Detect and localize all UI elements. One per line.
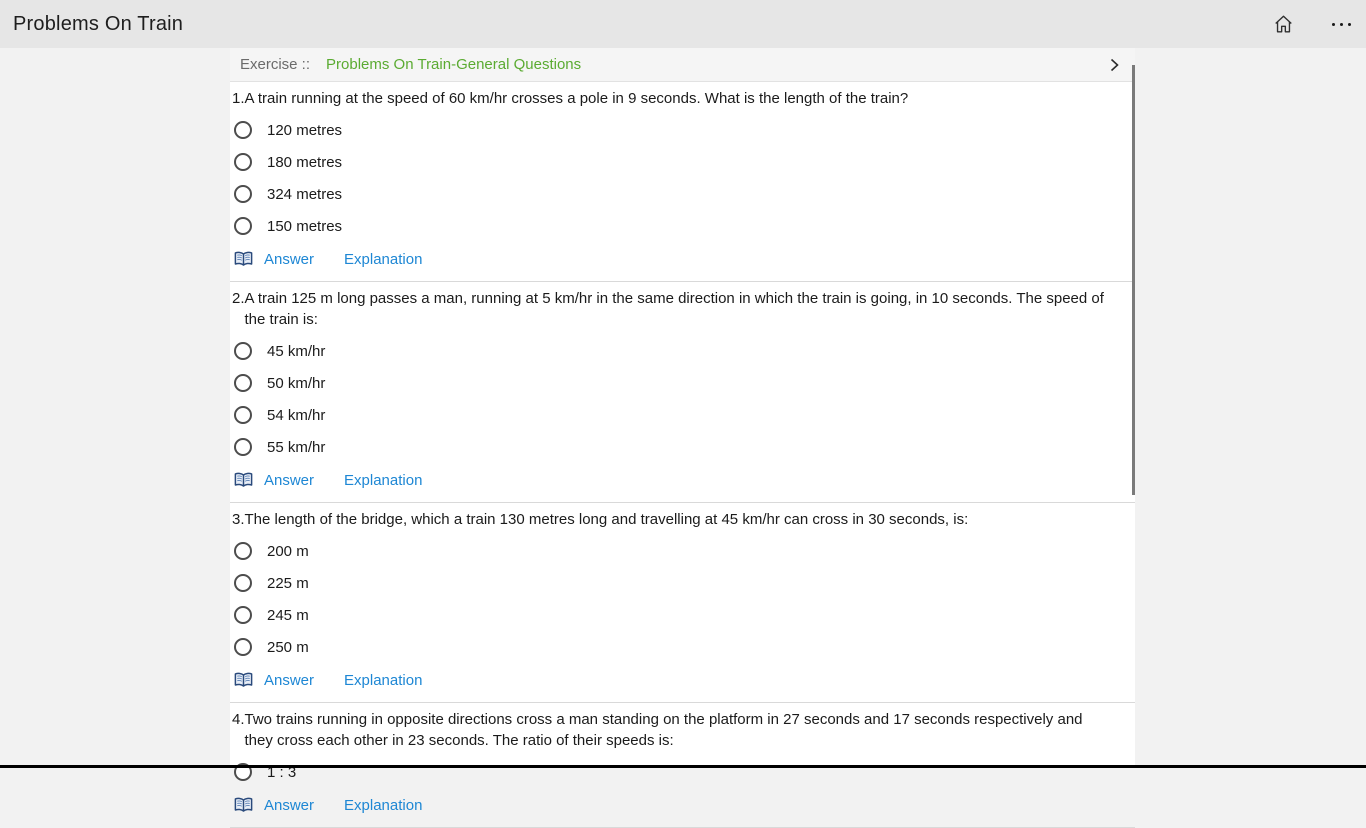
option-row[interactable] [230, 114, 1135, 146]
radio-button[interactable] [234, 342, 252, 360]
question-divider [230, 502, 1135, 503]
explanation-link[interactable]: Explanation [344, 672, 422, 689]
option-row[interactable] [230, 178, 1135, 210]
question-text: The length of the bridge, which a train 130 metres long and travelling at 45 km/hr can cross in 30 seconds, is: [245, 509, 1105, 530]
question-text: Two trains running in opposite directions cross a man standing on the platform in 27 seconds and 17 seconds respectively and they cross each other in 23 seconds. The ratio of their speeds is: [245, 709, 1105, 751]
option-label: 1 : 3 [267, 764, 296, 781]
question-text: A train running at the speed of 60 km/hr crosses a pole in 9 seconds. What is the length of the train? [245, 88, 1105, 109]
option-row[interactable] [230, 567, 1135, 599]
option-row[interactable] [230, 399, 1135, 431]
question-list [230, 82, 1135, 828]
option-row[interactable] [230, 431, 1135, 463]
option-row[interactable] [230, 599, 1135, 631]
question-statement [232, 709, 1135, 751]
option-row[interactable] [230, 367, 1135, 399]
radio-button[interactable] [234, 438, 252, 456]
more-icon [1332, 23, 1351, 26]
more-button[interactable] [1317, 0, 1365, 48]
option-label: 225 m [267, 575, 309, 592]
vertical-scrollbar[interactable] [1132, 65, 1135, 495]
radio-button[interactable] [234, 542, 252, 560]
open-book-icon [234, 797, 253, 813]
option-row[interactable] [230, 756, 1135, 788]
open-book-icon [234, 251, 253, 267]
option-group [230, 535, 1135, 663]
option-label: 54 km/hr [267, 407, 325, 424]
radio-button[interactable] [234, 217, 252, 235]
exercise-label: Exercise :: [240, 56, 310, 73]
option-label: 200 m [267, 543, 309, 560]
option-label: 50 km/hr [267, 375, 325, 392]
option-label: 45 km/hr [267, 343, 325, 360]
question-statement [232, 88, 1135, 109]
question-statement [232, 509, 1135, 530]
option-row[interactable] [230, 210, 1135, 242]
question-block [230, 509, 1135, 703]
option-label: 324 metres [267, 186, 342, 203]
option-label: 150 metres [267, 218, 342, 235]
question-divider [230, 281, 1135, 282]
exercise-header [230, 48, 1135, 82]
radio-button[interactable] [234, 121, 252, 139]
question-text: A train 125 m long passes a man, running at 5 km/hr in the same direction in which the train is going, in 10 seconds. The speed of the train is: [245, 288, 1105, 330]
explanation-link[interactable]: Explanation [344, 251, 422, 268]
radio-button[interactable] [234, 606, 252, 624]
exercise-title-link[interactable]: Problems On Train-General Questions [326, 56, 581, 73]
chevron-right-icon[interactable] [1107, 57, 1121, 73]
radio-button[interactable] [234, 185, 252, 203]
app-title: Problems On Train [13, 13, 183, 36]
answer-row [230, 667, 1135, 693]
radio-button[interactable] [234, 574, 252, 592]
option-row[interactable] [230, 535, 1135, 567]
titlebar-actions [1259, 0, 1365, 48]
question-statement [232, 288, 1135, 330]
explanation-link[interactable]: Explanation [344, 472, 422, 489]
answer-row [230, 792, 1135, 818]
option-row[interactable] [230, 146, 1135, 178]
question-divider [230, 702, 1135, 703]
option-label: 55 km/hr [267, 439, 325, 456]
option-group [230, 114, 1135, 242]
question-number: 2. [232, 288, 245, 330]
question-block [230, 709, 1135, 828]
radio-button[interactable] [234, 406, 252, 424]
option-row[interactable] [230, 631, 1135, 663]
question-number: 3. [232, 509, 245, 530]
radio-button[interactable] [234, 374, 252, 392]
open-book-icon [234, 672, 253, 688]
answer-row [230, 246, 1135, 272]
titlebar [0, 0, 1366, 48]
option-group [230, 335, 1135, 463]
question-block [230, 288, 1135, 503]
answer-row [230, 467, 1135, 493]
option-row[interactable] [230, 335, 1135, 367]
radio-button[interactable] [234, 638, 252, 656]
radio-button[interactable] [234, 153, 252, 171]
home-button[interactable] [1259, 0, 1307, 48]
open-book-icon [234, 472, 253, 488]
content-panel [230, 48, 1135, 768]
home-icon [1272, 13, 1295, 35]
option-label: 180 metres [267, 154, 342, 171]
option-label: 245 m [267, 607, 309, 624]
explanation-link[interactable]: Explanation [344, 797, 422, 814]
option-label: 120 metres [267, 122, 342, 139]
answer-link[interactable]: Answer [264, 797, 314, 814]
answer-link[interactable]: Answer [264, 672, 314, 689]
option-group [230, 756, 1135, 788]
question-block [230, 88, 1135, 282]
answer-link[interactable]: Answer [264, 472, 314, 489]
answer-link[interactable]: Answer [264, 251, 314, 268]
question-number: 4. [232, 709, 245, 751]
question-number: 1. [232, 88, 245, 109]
option-label: 250 m [267, 639, 309, 656]
